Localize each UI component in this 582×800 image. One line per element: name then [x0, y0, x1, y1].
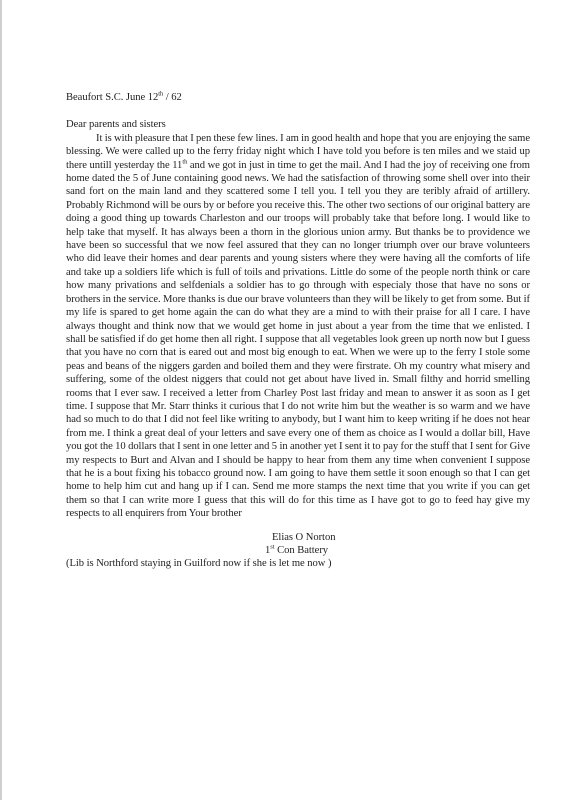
dateline-year: / 62	[163, 92, 182, 103]
letter-salutation: Dear parents and sisters	[66, 119, 166, 131]
signature-unit-number: 1	[265, 545, 271, 556]
letter-signature	[66, 531, 530, 558]
dateline-place-date: Beaufort S.C. June 12	[66, 92, 159, 103]
letter-body-ordinal-suffix: th	[182, 158, 188, 166]
letter-dateline	[66, 91, 530, 104]
signature-unit-name: Con Battery	[274, 545, 329, 556]
dateline-ordinal-suffix: th	[158, 90, 164, 98]
letter-body-part-2: and we got in just in time to get the mail. And I had the joy of receiving one from home dated the 5 of June containing good news. We had the satisfaction of throwing some shell over into their sand fort on the main land and they scattered some I tell you. I tell you they are teribly afraid of artillery. Probably Richmond will be ours by or before you receive this. The other two sections of our original battery are doing a good thing up towards Charleston and our troops will probably take that before long. I would like to help take that myself. It has always been a thorn in the glorious union army. But thanks be to providence we have been so successful that we now feel assured that they can no longer triumph over our brave volunteers who did leave their homes and dear parents and young sisters where they were having all the comforts of life and take up a soldiers life which is full of toils and privations. Little do some of the people north think or care how many privations and selfdenials a soldier has to go through with especialy those that have no sons or brothers in the service. More thanks is due our brave volunteers than they will be likely to get from some. But if my life is spared to get home again the can do what they are a mind to with their praise for all I care. I have always thought and think now that we would get home in just about a year from the time that we enlisted. I shall be satisfied if do get home then all right. I suppose that all vegetables look green up north now but I guess that you have no corn that is eared out and most big enough to eat. When we were up to the ferry I stole some peas and beans of the niggers garden and boiled them and they were firstrate. Oh my country what misery and suffering, some of the oldest niggers that could not get about have lived in. Small filthy and horrid smelling rooms that I ever saw. I received a letter from Charley Post last friday and mean to answer it as soon as I get time. I suppose that Mr. Starr thinks it curious that I do not write him but the weather is so warm and we have had so much to do that I did not feel like writing to anybody, but I want him to keep writing if he does not hear from me. I think a great deal of your letters and save every one of them as choice as I would a dollar bill, Have you got the 10 dollars that I sent in one letter and 5 in another yet I sent it to pay for the stuff that I sent for Give my respects to Burt and Alvan and I should be happy to hear from them any time when convenient I suppose that he is a bout fixing his tobacco ground now. I am going to have them settle it soon enough so that I can get home to help him cut and hang up if I can. Send me more stamps the next time that you write if you can get them so that I can write more I guess that this will do for this time as I have got to go to feed hay give my respects to all enquirers from Your brother	[66, 159, 530, 520]
signature-name: Elias O Norton	[272, 531, 336, 543]
page-edge-shadow	[0, 0, 2, 800]
letter-body-part-1: It is with pleasure that I pen these few lines. I am in good health and hope that you are enjoying the same blessing. We were called up to the ferry friday night which I have told you before is ten miles and we staid up there untill yesterday the 11	[66, 132, 530, 171]
letter-postscript: (Lib is Northford staying in Guilford now if she is let me now )	[66, 558, 332, 570]
letter-body	[66, 132, 530, 521]
letter-text-block	[66, 91, 530, 571]
signature-unit-suffix: st	[270, 543, 275, 551]
signature-unit	[66, 544, 530, 557]
